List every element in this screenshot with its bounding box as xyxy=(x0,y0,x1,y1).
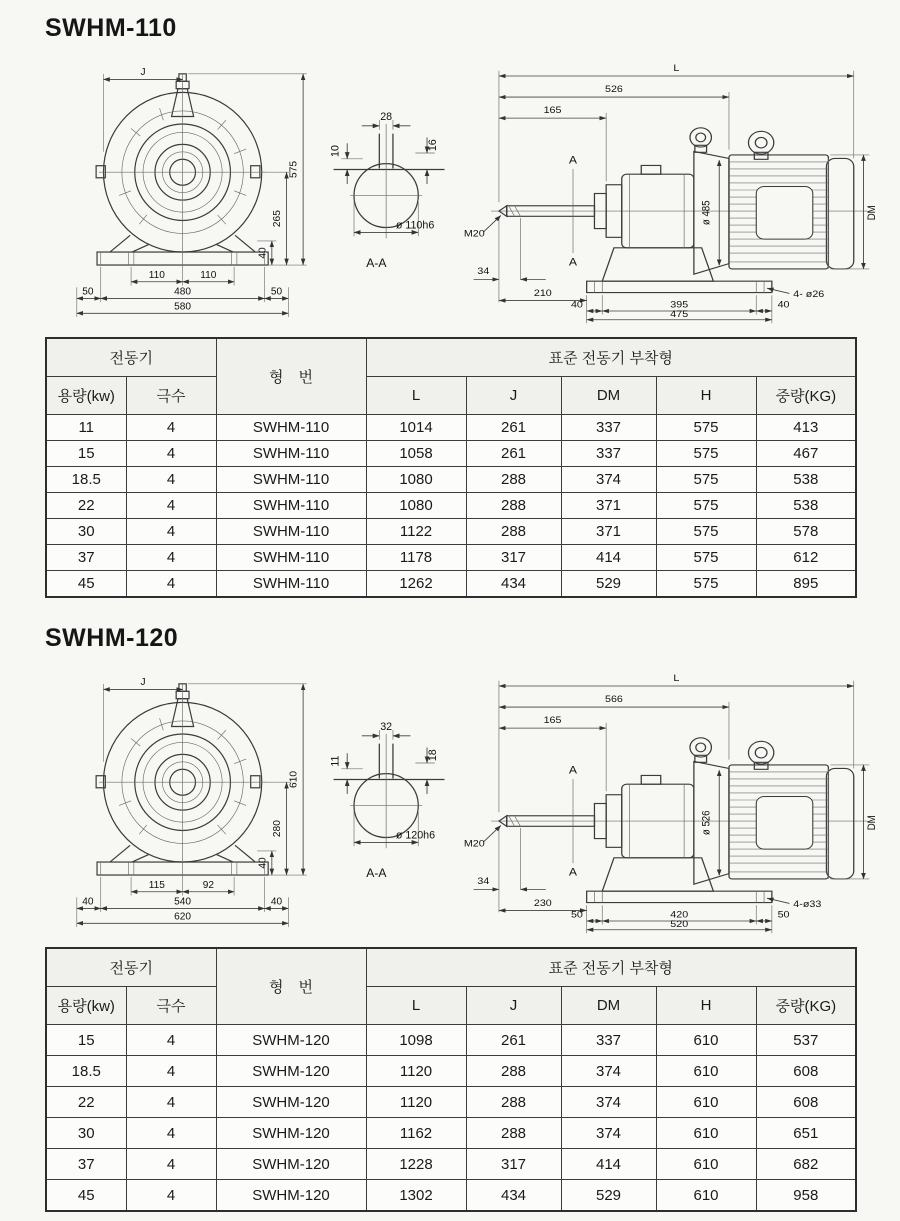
dim-label-base-right: 40 xyxy=(777,299,790,311)
header-poles: 극수 xyxy=(126,377,216,415)
section-title-swhm120: SWHM-120 xyxy=(45,624,179,652)
swhm110-spec-table xyxy=(45,337,857,598)
table-cell: 45 xyxy=(46,1180,126,1212)
table-cell: 374 xyxy=(561,467,656,493)
table-row xyxy=(46,571,856,598)
header-model: 형 번 xyxy=(216,338,366,415)
dim-label-span: 480 xyxy=(174,286,192,298)
dim-label-bolt-left: 115 xyxy=(148,879,165,892)
table-row xyxy=(46,467,856,493)
section-name-label: A-A xyxy=(366,866,387,881)
table-cell: 18.5 xyxy=(46,467,126,493)
table-cell: 608 xyxy=(756,1087,856,1118)
table-cell: SWHM-120 xyxy=(216,1025,366,1056)
dim-label-base-center: 395 xyxy=(670,299,689,311)
motor-frame xyxy=(756,186,813,239)
dim-label-base-total: 520 xyxy=(670,919,689,930)
table-cell: 1302 xyxy=(366,1180,466,1212)
section-name-label: A-A xyxy=(366,256,387,271)
side-view-drawing xyxy=(458,665,882,935)
swhm120-table-header xyxy=(46,948,856,1025)
table-cell: 575 xyxy=(656,545,756,571)
dim-label-center-height: 280 xyxy=(272,820,284,838)
table-row xyxy=(46,1149,856,1180)
dim-label-l1: 566 xyxy=(605,694,623,705)
dim-label-d1: 210 xyxy=(533,288,552,299)
table-cell: 1080 xyxy=(366,493,466,519)
header-capacity: 용량(kw) xyxy=(46,987,126,1025)
table-cell: 434 xyxy=(466,571,561,598)
table-row xyxy=(46,1180,856,1212)
header-weight: 중량(KG) xyxy=(756,987,856,1025)
side-view-drawing xyxy=(458,55,882,325)
table-cell: SWHM-120 xyxy=(216,1149,366,1180)
swhm110-table-header xyxy=(46,338,856,415)
table-cell: SWHM-120 xyxy=(216,1118,366,1149)
table-cell: 529 xyxy=(561,1180,656,1212)
swhm120-spec-table xyxy=(45,947,857,1212)
dim-label-total-width: 580 xyxy=(174,301,192,313)
table-cell: 4 xyxy=(126,1056,216,1087)
section-mark-bottom: A xyxy=(568,866,578,879)
table-cell: 337 xyxy=(561,1025,656,1056)
table-cell: 371 xyxy=(561,519,656,545)
table-cell: 371 xyxy=(561,493,656,519)
table-row xyxy=(46,1118,856,1149)
shaft-section-drawing xyxy=(318,91,464,275)
table-cell: 682 xyxy=(756,1149,856,1180)
table-cell: 1120 xyxy=(366,1087,466,1118)
table-cell: 288 xyxy=(466,1118,561,1149)
header-std-group: 표준 전동기 부착형 xyxy=(366,948,856,987)
table-cell: 1120 xyxy=(366,1056,466,1087)
header-H: H xyxy=(656,377,756,415)
dim-label-foot: 40 xyxy=(257,857,269,869)
swhm120-table-body xyxy=(46,1025,856,1212)
table-cell: 610 xyxy=(656,1149,756,1180)
table-cell: SWHM-110 xyxy=(216,467,366,493)
dim-label-key-left: 10 xyxy=(329,145,342,157)
table-cell: 288 xyxy=(466,467,561,493)
header-capacity: 용량(kw) xyxy=(46,377,126,415)
dim-label-base-center: 420 xyxy=(670,909,689,921)
table-cell: 4 xyxy=(126,519,216,545)
table-cell: 413 xyxy=(756,415,856,441)
dim-label-l1: 526 xyxy=(605,84,623,95)
table-cell: 4 xyxy=(126,415,216,441)
holes-label: 4- ø26 xyxy=(793,289,825,300)
table-cell: SWHM-110 xyxy=(216,571,366,598)
header-J: J xyxy=(466,987,561,1025)
front-view-drawing xyxy=(40,59,316,317)
table-cell: 4 xyxy=(126,1025,216,1056)
header-DM: DM xyxy=(561,987,656,1025)
table-cell: 575 xyxy=(656,441,756,467)
dim-label-overall: L xyxy=(673,673,680,684)
header-J: J xyxy=(466,377,561,415)
table-cell: 4 xyxy=(126,441,216,467)
dim-label-height: 610 xyxy=(288,770,300,788)
dim-label-base-total: 475 xyxy=(670,309,689,320)
table-cell: SWHM-110 xyxy=(216,441,366,467)
table-cell: 1058 xyxy=(366,441,466,467)
table-cell: SWHM-110 xyxy=(216,545,366,571)
table-row xyxy=(46,545,856,571)
table-row xyxy=(46,493,856,519)
table-row xyxy=(46,415,856,441)
table-cell: 1080 xyxy=(366,467,466,493)
header-L: L xyxy=(366,987,466,1025)
table-cell: SWHM-120 xyxy=(216,1056,366,1087)
table-cell: 610 xyxy=(656,1056,756,1087)
table-cell: 18.5 xyxy=(46,1056,126,1087)
dim-label-flange-dia: ø 526 xyxy=(701,810,713,836)
header-weight: 중량(KG) xyxy=(756,377,856,415)
table-cell: 15 xyxy=(46,441,126,467)
header-H: H xyxy=(656,987,756,1025)
table-row xyxy=(46,519,856,545)
table-row xyxy=(46,1056,856,1087)
table-cell: 1122 xyxy=(366,519,466,545)
dim-label-margin-left: 50 xyxy=(82,286,94,298)
table-cell: 261 xyxy=(466,441,561,467)
dim-label-l2: 165 xyxy=(543,105,562,116)
table-cell: 4 xyxy=(126,467,216,493)
dim-label-key-right: 16 xyxy=(426,139,439,152)
table-cell: SWHM-110 xyxy=(216,493,366,519)
table-cell: 578 xyxy=(756,519,856,545)
table-cell: 4 xyxy=(126,1180,216,1212)
dim-label-margin-right: 50 xyxy=(270,286,283,298)
table-cell: 374 xyxy=(561,1056,656,1087)
table-cell: 37 xyxy=(46,1149,126,1180)
dim-label-motor-dia: DM xyxy=(866,205,879,221)
table-cell: 958 xyxy=(756,1180,856,1212)
dim-label-bolt-right: 92 xyxy=(202,879,214,892)
table-cell: 610 xyxy=(656,1025,756,1056)
dim-label-l2: 165 xyxy=(543,715,562,726)
table-cell: 4 xyxy=(126,545,216,571)
table-cell: 1162 xyxy=(366,1118,466,1149)
header-poles: 극수 xyxy=(126,987,216,1025)
table-cell: 288 xyxy=(466,1087,561,1118)
header-DM: DM xyxy=(561,377,656,415)
reducer-detail-lines xyxy=(99,87,269,269)
table-cell: 529 xyxy=(561,571,656,598)
shaft-section-drawing xyxy=(318,701,464,885)
table-cell: 30 xyxy=(46,519,126,545)
table-cell: 610 xyxy=(656,1118,756,1149)
swhm120-drawings xyxy=(0,665,900,935)
table-cell: 317 xyxy=(466,1149,561,1180)
table-cell: 895 xyxy=(756,571,856,598)
table-cell: 317 xyxy=(466,545,561,571)
table-cell: 4 xyxy=(126,571,216,598)
section-title-swhm110: SWHM-110 xyxy=(45,14,177,42)
table-cell: 30 xyxy=(46,1118,126,1149)
dim-label-j: J xyxy=(140,676,146,688)
table-cell: SWHM-110 xyxy=(216,415,366,441)
front-dimension-lines xyxy=(77,74,303,313)
table-cell: 414 xyxy=(561,1149,656,1180)
table-cell: 15 xyxy=(46,1025,126,1056)
table-cell: 575 xyxy=(656,493,756,519)
table-cell: 575 xyxy=(656,415,756,441)
swhm110-table-body xyxy=(46,415,856,598)
table-cell: 4 xyxy=(126,1087,216,1118)
table-cell: SWHM-110 xyxy=(216,519,366,545)
motor-frame xyxy=(756,796,813,849)
table-cell: 538 xyxy=(756,467,856,493)
table-cell: 337 xyxy=(561,415,656,441)
dim-label-key-left: 11 xyxy=(329,755,342,767)
header-motor-group: 전동기 xyxy=(46,948,216,987)
dim-label-margin-left: 40 xyxy=(82,896,94,908)
table-cell: 288 xyxy=(466,519,561,545)
holes-label: 4-ø33 xyxy=(793,899,822,910)
table-cell: 575 xyxy=(656,571,756,598)
dim-label-key-width: 32 xyxy=(380,721,393,734)
table-cell: 261 xyxy=(466,1025,561,1056)
header-motor-group: 전동기 xyxy=(46,338,216,377)
dim-label-total-width: 620 xyxy=(174,911,192,923)
front-view-drawing xyxy=(40,669,316,927)
table-cell: SWHM-120 xyxy=(216,1180,366,1212)
dim-label-shaft-dia: ø 110h6 xyxy=(395,219,435,232)
table-cell: 610 xyxy=(656,1180,756,1212)
dim-label-base-left: 40 xyxy=(570,299,583,311)
dim-label-base-left: 50 xyxy=(570,909,583,921)
table-row xyxy=(46,441,856,467)
table-row xyxy=(46,1025,856,1056)
table-cell: 374 xyxy=(561,1118,656,1149)
dim-label-bolt-right: 110 xyxy=(200,269,217,282)
table-cell: SWHM-120 xyxy=(216,1087,366,1118)
table-cell: 1262 xyxy=(366,571,466,598)
header-model: 형 번 xyxy=(216,948,366,1025)
table-cell: 651 xyxy=(756,1118,856,1149)
table-cell: 610 xyxy=(656,1087,756,1118)
table-cell: 288 xyxy=(466,493,561,519)
header-std-group: 표준 전동기 부착형 xyxy=(366,338,856,377)
dim-label-bolt-left: 110 xyxy=(148,269,165,282)
thread-label: M20 xyxy=(463,228,485,240)
table-cell: 608 xyxy=(756,1056,856,1087)
table-cell: 22 xyxy=(46,493,126,519)
dim-label-d1: 230 xyxy=(533,898,552,909)
dim-label-base-right: 50 xyxy=(777,909,790,921)
table-cell: 45 xyxy=(46,571,126,598)
dim-label-foot: 40 xyxy=(257,247,269,259)
table-cell: 11 xyxy=(46,415,126,441)
dim-label-shaft-dia: ø 120h6 xyxy=(395,829,436,842)
dim-label-motor-dia: DM xyxy=(866,815,879,831)
thread-leader xyxy=(483,215,501,232)
dim-label-overall: L xyxy=(673,63,680,74)
table-row xyxy=(46,1087,856,1118)
header-L: L xyxy=(366,377,466,415)
table-cell: 575 xyxy=(656,467,756,493)
table-cell: 434 xyxy=(466,1180,561,1212)
table-cell: 288 xyxy=(466,1056,561,1087)
table-cell: 1228 xyxy=(366,1149,466,1180)
reducer-detail-lines xyxy=(99,697,269,879)
table-cell: 538 xyxy=(756,493,856,519)
table-cell: 467 xyxy=(756,441,856,467)
table-cell: 337 xyxy=(561,441,656,467)
table-cell: 1178 xyxy=(366,545,466,571)
table-cell: 261 xyxy=(466,415,561,441)
table-cell: 575 xyxy=(656,519,756,545)
thread-label: M20 xyxy=(463,838,485,850)
dim-label-tip: 34 xyxy=(477,876,490,887)
section-mark-top: A xyxy=(568,765,578,777)
swhm110-drawings xyxy=(0,55,900,325)
section-mark-bottom: A xyxy=(568,256,578,269)
table-cell: 4 xyxy=(126,1149,216,1180)
table-cell: 414 xyxy=(561,545,656,571)
dim-label-tip: 34 xyxy=(477,266,490,277)
dim-label-margin-right: 40 xyxy=(270,896,283,908)
section-mark-top: A xyxy=(568,155,578,167)
dim-label-flange-dia: ø 485 xyxy=(701,200,713,226)
table-cell: 1098 xyxy=(366,1025,466,1056)
table-cell: 4 xyxy=(126,493,216,519)
table-cell: 22 xyxy=(46,1087,126,1118)
table-cell: 4 xyxy=(126,1118,216,1149)
thread-leader xyxy=(483,825,501,842)
table-cell: 537 xyxy=(756,1025,856,1056)
front-dimension-lines xyxy=(77,684,303,923)
table-cell: 37 xyxy=(46,545,126,571)
dim-label-center-height: 265 xyxy=(272,210,284,228)
table-cell: 612 xyxy=(756,545,856,571)
table-cell: 374 xyxy=(561,1087,656,1118)
table-cell: 1014 xyxy=(366,415,466,441)
dim-label-height: 575 xyxy=(288,160,300,178)
dim-label-key-right: 18 xyxy=(426,749,439,762)
dim-label-j: J xyxy=(140,66,146,78)
dim-label-key-width: 28 xyxy=(380,111,393,124)
dim-label-span: 540 xyxy=(174,896,192,908)
